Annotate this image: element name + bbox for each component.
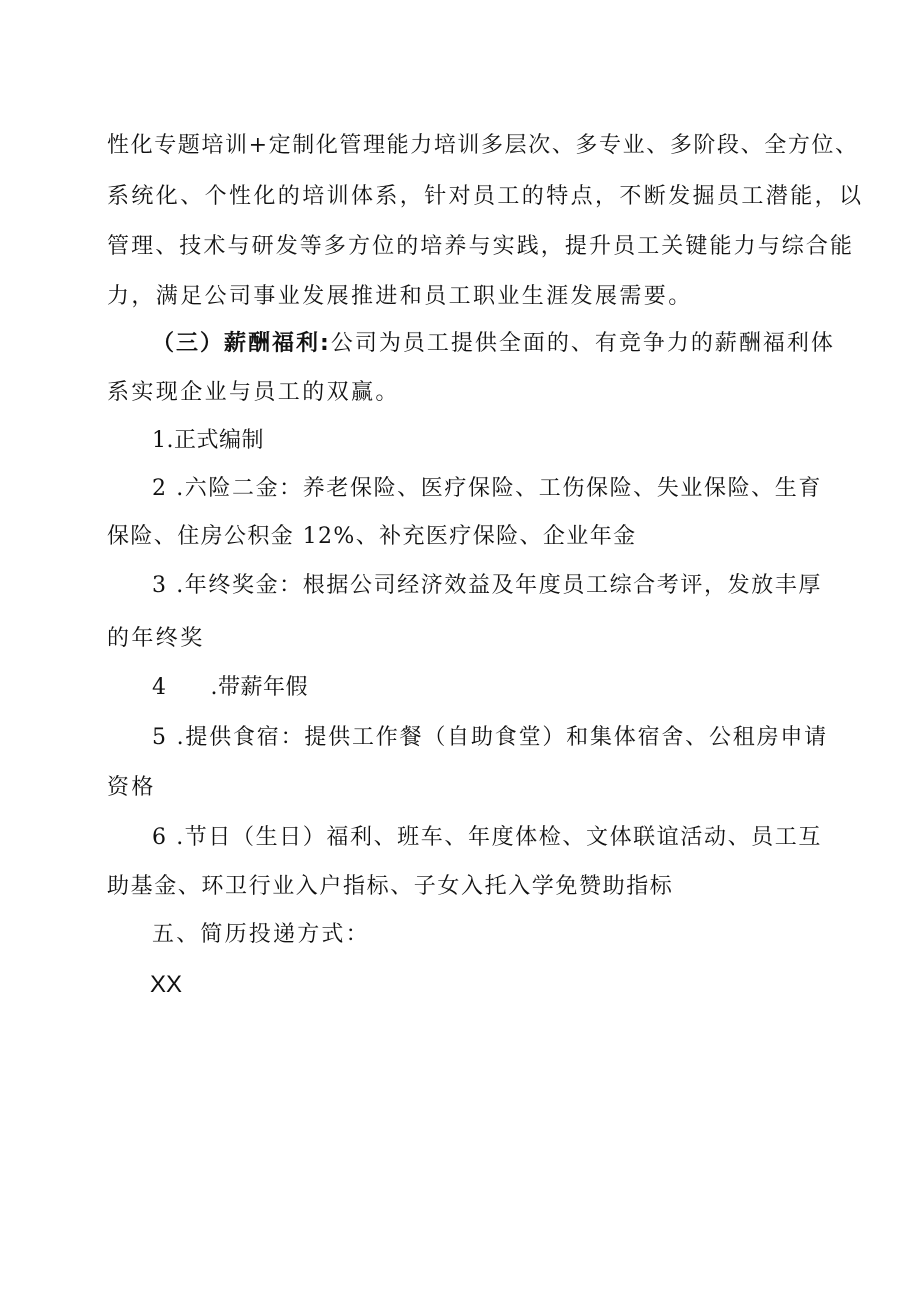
benefit-item-5: 5 .提供食宿：提供工作餐（自助食堂）和集体宿舍、公租房申请 [152, 725, 828, 750]
resume-submission-heading: 五、简历投递方式： [152, 922, 370, 947]
benefit-item-2: 2 .六险二金：养老保险、医疗保险、工伤保险、失业保险、生育 [152, 476, 822, 501]
benefit-item-3-continued: 的年终奖 [107, 626, 205, 651]
benefit-item-3: 3 .年终奖金：根据公司经济效益及年度员工综合考评，发放丰厚 [152, 573, 822, 598]
resume-submission-value: XX [150, 971, 183, 998]
salary-benefits-text-continued: 系实现企业与员工的双赢。 [107, 380, 400, 405]
benefit-item-6: 6 .节日（生日）福利、班车、年度体检、文体联谊活动、员工互 [152, 825, 822, 850]
benefit-item-4-text: .带薪年假 [210, 675, 308, 700]
paragraph-line: 性化专题培训+定制化管理能力培训多层次、多专业、多阶段、全方位、 [107, 133, 859, 158]
paragraph-line: 力，满足公司事业发展推进和员工职业生涯发展需要。 [107, 284, 693, 309]
benefit-item-4-number: 4 [152, 675, 167, 700]
benefit-item-5-continued: 资格 [107, 775, 156, 800]
salary-benefits-intro [152, 329, 835, 359]
benefit-item-1: 1.正式编制 [152, 428, 264, 453]
benefit-item-6-continued: 助基金、环卫行业入户指标、子女入托入学免赞助指标 [107, 874, 674, 899]
paragraph-line: 管理、技术与研发等多方位的培养与实践，提升员工关键能力与综合能 [107, 234, 855, 259]
salary-benefits-heading: （三）薪酬福利: [152, 331, 331, 356]
benefit-item-2-continued: 保险、住房公积金 12%、补充医疗保险、企业年金 [107, 524, 637, 549]
salary-benefits-text: 公司为员工提供全面的、有竞争力的薪酬福利体 [330, 331, 835, 356]
benefit-item-4 [152, 673, 308, 703]
paragraph-line: 系统化、个性化的培训体系，针对员工的特点，不断发掘员工潜能，以 [107, 184, 864, 209]
